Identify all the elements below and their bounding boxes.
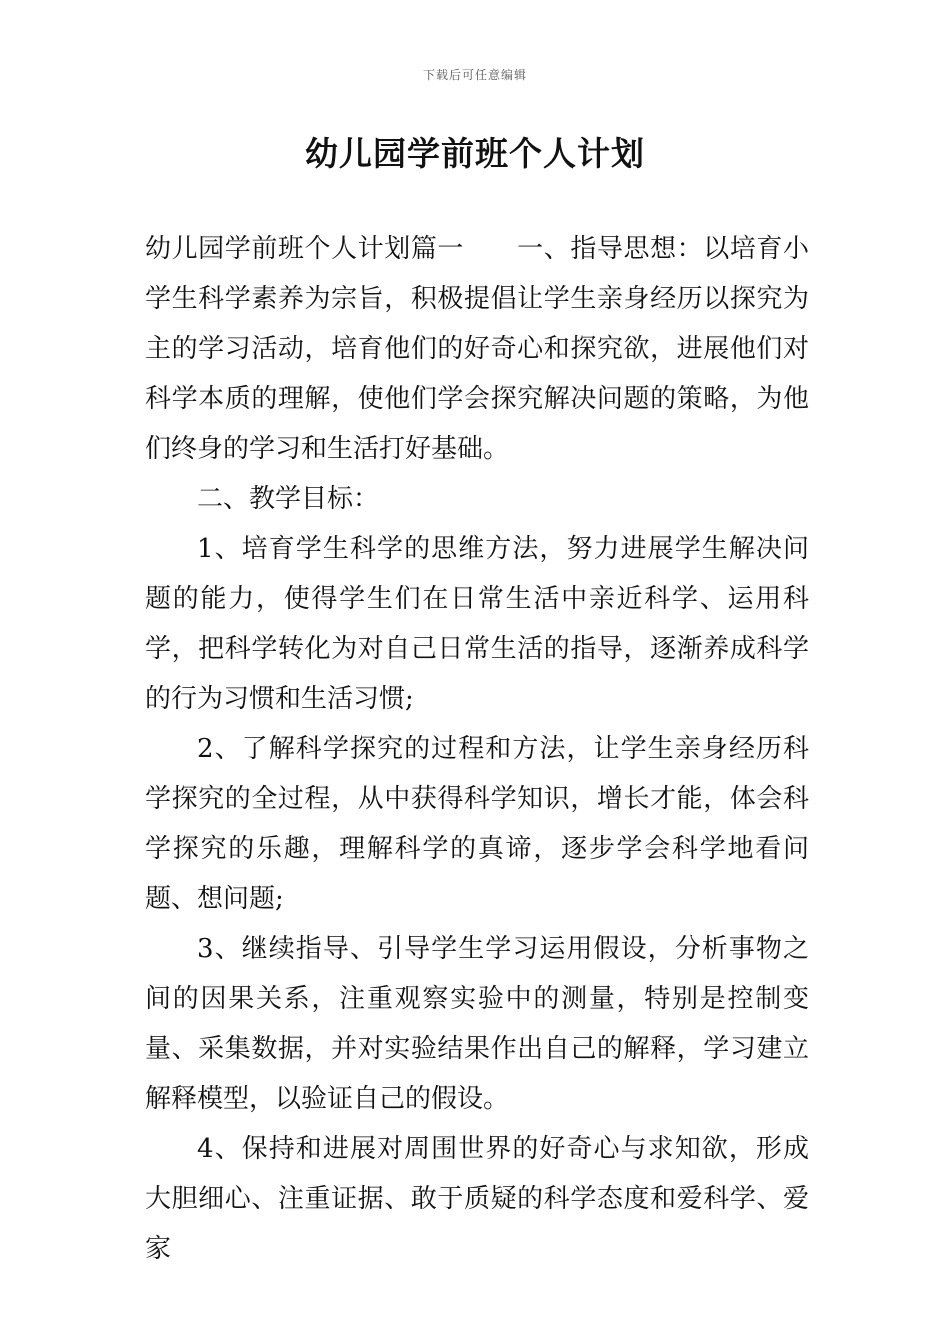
paragraph-goal-4: 4、保持和进展对周围世界的好奇心与求知欲，形成大胆细心、注重证据、敢于质疑的科学态度和爱科学、爱家 [145,1134,809,1264]
document-title: 幼儿园学前班个人计划 [305,134,645,173]
header-note: 下载后可任意编辑 [422,68,527,82]
paragraph-intro: 幼儿园学前班个人计划篇一 一、指导思想：以培育小学生科学素养为宗旨，积极提倡让学生亲身经历以探究为主的学习活动，培育他们的好奇心和探究欲，进展他们对科学本质的理解，使他们学会探究解决问题的策略，为他们终身的学习和生活打好基础。 [145,234,809,464]
paragraph-goals-heading: 二、教学目标： [197,484,380,514]
paragraph-goal-2: 2、了解科学探究的过程和方法，让学生亲身经历科学探究的全过程，从中获得科学知识，增长才能，体会科学探究的乐趣，理解科学的真谛，逐步学会科学地看问题、想问题; [145,734,809,914]
paragraph-goal-1: 1、培育学生科学的思维方法，努力进展学生解决问题的能力，使得学生们在日常生活中亲近科学、运用科学，把科学转化为对自己日常生活的指导，逐渐养成科学的行为习惯和生活习惯; [145,534,809,714]
paragraph-goal-3: 3、继续指导、引导学生学习运用假设，分析事物之间的因果关系，注重观察实验中的测量，特别是控制变量、采集数据，并对实验结果作出自己的解释，学习建立解释模型，以验证自己的假设。 [145,934,809,1114]
document-body [145,224,809,1274]
